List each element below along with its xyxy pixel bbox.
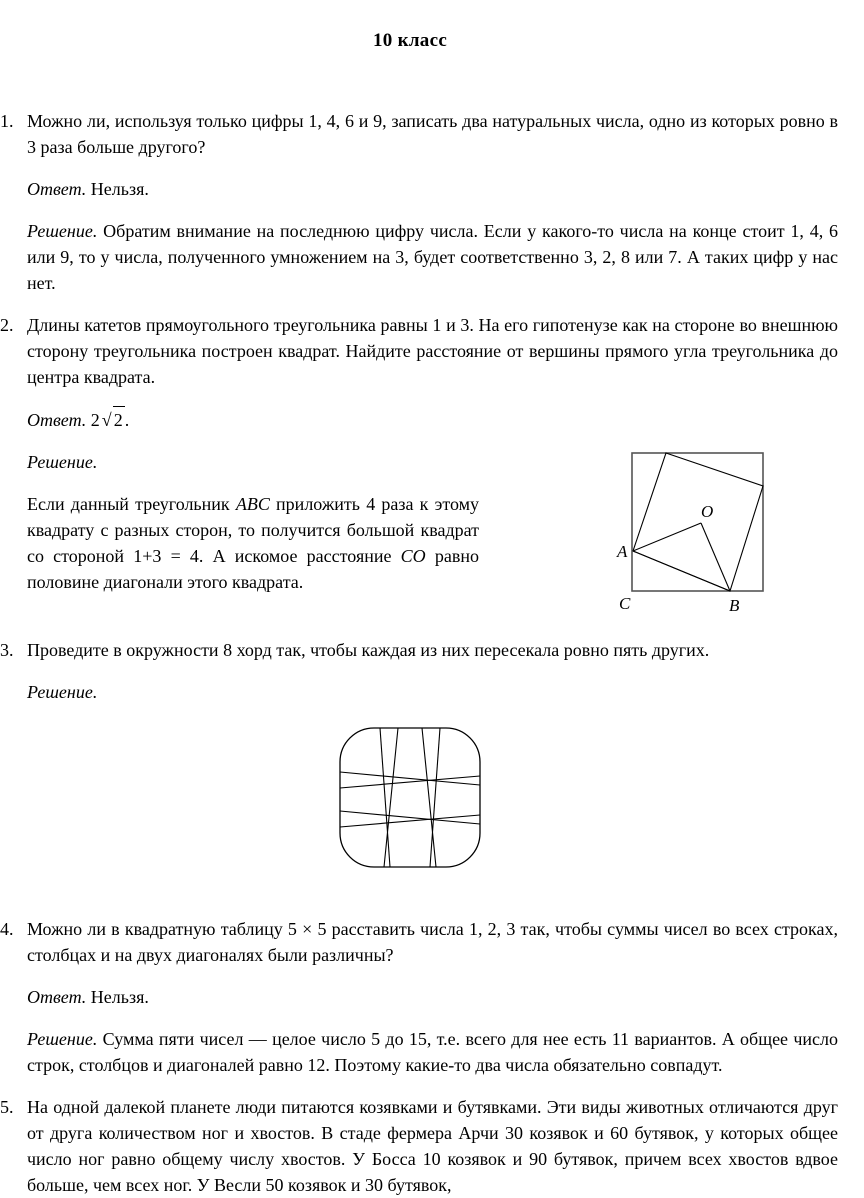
- problem-4-answer-text: Нельзя.: [90, 987, 149, 1007]
- chord-h4: [340, 815, 480, 827]
- problem-4: [0, 916, 838, 1078]
- problem-1-solution-text: Обратим внимание на последнюю цифру числа. Если у какого-то числа на конце стоит 1, 4, 6 или 9, то у числа, полученного умножением на 3, будет соответственно 3, 2, 8 или 7. А таких цифр у нас нет.: [27, 221, 839, 293]
- label-a: A: [617, 542, 628, 561]
- problem-4-solution-text: Сумма пяти чисел — целое число 5 до 15, т.е. всего для нее есть 11 вариантов. А общее число строк, столбцов и диагоналей равно 12. Поэтому какие-то два числа обязательно совпадут.: [27, 1029, 838, 1075]
- chord-v1: [380, 728, 390, 867]
- problem-4-answer: [27, 984, 838, 1010]
- answer-label: Ответ.: [27, 179, 87, 199]
- spacer: [27, 160, 838, 176]
- page-title: 10 класс: [372, 30, 448, 51]
- solution-label: Решение.: [27, 682, 98, 702]
- spacer: [27, 202, 838, 218]
- spacer: [0, 52, 838, 80]
- segment-label-co: CO: [400, 546, 426, 566]
- problem-3-solution-label-line: [27, 679, 838, 705]
- problem-3-number: 3.: [0, 640, 14, 660]
- figure-circle-with-eight-chords: [332, 723, 507, 888]
- spacer: [0, 80, 838, 102]
- figure-2-svg: [332, 723, 507, 888]
- spacer: [27, 390, 838, 406]
- chord-h3: [340, 811, 480, 824]
- spacer: [0, 1078, 838, 1094]
- chords-group: [340, 728, 480, 867]
- segment-ao: [633, 523, 701, 551]
- chord-h1: [340, 772, 480, 785]
- solution-text-part-3: равно половине диагонали этого квадрата.: [27, 546, 479, 592]
- problem-1-solution: [27, 218, 838, 296]
- solution-label: Решение.: [27, 221, 98, 241]
- problem-2: [0, 312, 838, 621]
- spacer: [0, 296, 838, 312]
- label-c: C: [619, 594, 631, 613]
- spacer: [0, 888, 838, 916]
- label-b: B: [729, 596, 740, 615]
- problem-1: [0, 108, 838, 296]
- problem-3-statement: Проведите в окружности 8 хорд так, чтобы каждая из них пересекала ровно пять других.: [27, 640, 710, 660]
- problem-2-answer-period: .: [124, 410, 130, 430]
- triangle-label-abc: ABC: [235, 494, 270, 514]
- problem-2-solution-column: [27, 449, 479, 595]
- spacer: [27, 663, 838, 679]
- solution-text-part-1: Если данный треугольник: [27, 494, 236, 514]
- problem-2-answer: [27, 406, 838, 433]
- problem-1-answer-text: Нельзя.: [90, 179, 149, 199]
- problem-4-solution: [27, 1026, 838, 1078]
- problem-2-solution-region: [27, 449, 838, 621]
- solution-text-part-2: приложить 4 раза к этому квадрату с разных сторон, то получится большой квадрат со стороной 1+3 = 4. А искомое расстояние: [27, 494, 480, 566]
- problem-5-number: 5.: [0, 1097, 14, 1117]
- spacer: [27, 1010, 838, 1026]
- chord-v3: [422, 728, 436, 867]
- problem-1-statement: Можно ли, используя только цифры 1, 4, 6 и 9, записать два натуральных числа, одно из которых ровно в 3 раза больше другого?: [27, 111, 838, 157]
- spacer: [27, 475, 479, 491]
- circle-boundary: [340, 728, 480, 867]
- figure-square-with-inscribed-square: [597, 441, 797, 626]
- problem-5: [0, 1094, 838, 1198]
- problem-2-answer-coefficient: 2: [90, 410, 100, 430]
- outer-square: [632, 453, 763, 591]
- answer-label: Ответ.: [27, 410, 87, 430]
- chord-h2: [340, 776, 480, 788]
- problem-5-statement: На одной далекой планете люди питаются козявками и бутявками. Эти виды животных отличаются друг от друга количеством ног и хвостов. В стаде фермера Арчи 30 козявок и 60 бутявок, у которых общее число ног равно общему числу хвостов. У Босса 10 козявок и 90 бутявок, причем всех хвостов вдвое больше, чем всех ног. У Весли 50 козявок и 30 бутявок,: [27, 1097, 838, 1195]
- answer-label: Ответ.: [27, 987, 87, 1007]
- inscribed-square: [633, 453, 763, 591]
- problem-2-statement: Длины катетов прямоугольного треугольника равны 1 и 3. На его гипотенузе как на стороне во внешнюю сторону треугольника построен квадрат. Найдите расстояние от вершины прямого угла треугольника до центра квадрата.: [27, 315, 838, 387]
- solution-label: Решение.: [27, 1029, 98, 1049]
- problem-2-solution-label-line: [27, 449, 479, 475]
- problem-4-number: 4.: [0, 919, 14, 939]
- problem-1-number: 1.: [0, 111, 14, 131]
- problem-2-number: 2.: [0, 315, 14, 335]
- chord-v4: [430, 728, 440, 867]
- problem-1-answer: [27, 176, 838, 202]
- label-o: O: [701, 502, 714, 521]
- problem-4-statement: Можно ли в квадратную таблицу 5 × 5 расставить числа 1, 2, 3 так, чтобы суммы чисел во всех строках, столбцах и на двух диагоналях были различны?: [27, 919, 838, 965]
- radicand: 2: [113, 406, 125, 433]
- problem-2-solution-text: [27, 491, 479, 595]
- figure-1-svg: [597, 441, 797, 626]
- sqrt-symbol: √ 2: [100, 406, 125, 433]
- problem-3: [0, 637, 838, 705]
- spacer: [27, 968, 838, 984]
- chord-v2: [384, 728, 398, 867]
- solution-label: Решение.: [27, 452, 98, 472]
